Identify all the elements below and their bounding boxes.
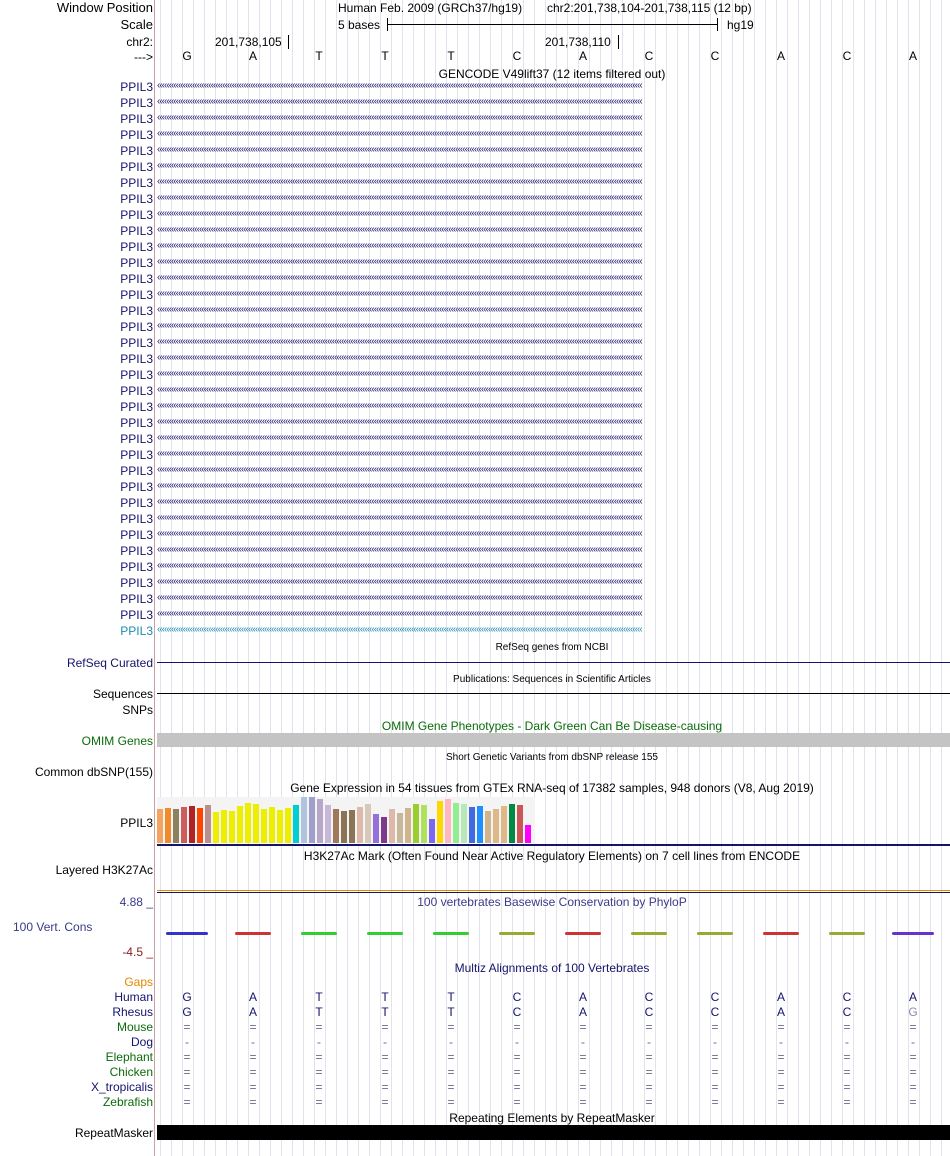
refseq-gene-line[interactable] <box>157 662 950 663</box>
h3k27ac-track-title: H3K27Ac Mark (Often Found Near Active Regulatory Elements) on 7 cell lines from ENCODE <box>303 849 801 863</box>
gtex-bar[interactable] <box>501 806 507 843</box>
gencode-transcript-label[interactable]: PPIL3 <box>120 416 153 430</box>
alignment-base: = <box>777 1020 785 1034</box>
label-divider <box>154 0 155 1156</box>
gtex-bar[interactable] <box>277 810 283 843</box>
base-letter: G <box>182 49 192 63</box>
gencode-transcript-arrows[interactable]: ‹‹‹‹‹‹‹‹‹‹‹‹‹‹‹‹‹‹‹‹‹‹‹‹‹‹‹‹‹‹‹‹‹‹‹‹‹‹‹‹‹‹‹‹‹‹‹‹‹‹‹‹‹‹‹‹‹‹‹‹‹‹‹‹‹‹‹‹‹‹‹‹‹‹‹‹‹‹‹‹‹‹‹‹‹‹‹‹‹‹‹‹‹‹‹‹‹‹‹‹‹‹‹‹‹‹‹‹‹‹‹‹‹‹‹‹‹‹‹‹‹‹‹‹‹‹‹‹‹‹‹‹‹‹‹‹‹‹‹‹‹‹‹‹‹‹‹‹‹‹‹‹‹‹‹‹‹‹‹‹‹‹‹‹‹‹‹‹‹‹‹‹‹‹‹‹‹‹‹‹‹‹‹‹‹‹‹‹‹‹‹‹‹‹‹‹‹‹‹‹‹‹‹‹‹‹‹‹ <box>157 416 642 427</box>
gencode-transcript-label[interactable]: PPIL3 <box>120 608 153 622</box>
phylop-score-mark <box>631 932 667 935</box>
alignment-base: G <box>182 1005 192 1019</box>
phylop-score-mark <box>697 932 733 935</box>
gencode-transcript-arrows[interactable]: ‹‹‹‹‹‹‹‹‹‹‹‹‹‹‹‹‹‹‹‹‹‹‹‹‹‹‹‹‹‹‹‹‹‹‹‹‹‹‹‹‹‹‹‹‹‹‹‹‹‹‹‹‹‹‹‹‹‹‹‹‹‹‹‹‹‹‹‹‹‹‹‹‹‹‹‹‹‹‹‹‹‹‹‹‹‹‹‹‹‹‹‹‹‹‹‹‹‹‹‹‹‹‹‹‹‹‹‹‹‹‹‹‹‹‹‹‹‹‹‹‹‹‹‹‹‹‹‹‹‹‹‹‹‹‹‹‹‹‹‹‹‹‹‹‹‹‹‹‹‹‹‹‹‹‹‹‹‹‹‹‹‹‹‹‹‹‹‹‹‹‹‹‹‹‹‹‹‹‹‹‹‹‹‹‹‹‹‹‹‹‹‹‹‹‹‹‹‹‹‹‹‹‹‹‹‹‹‹ <box>157 192 642 203</box>
gtex-bar[interactable] <box>413 804 419 843</box>
gencode-transcript-label[interactable]: PPIL3 <box>120 272 153 286</box>
alignment-base: = <box>249 1065 257 1079</box>
alignment-base: = <box>711 1020 719 1034</box>
scale-bar <box>387 24 717 25</box>
alignment-base: = <box>579 1020 587 1034</box>
gtex-bar[interactable] <box>389 809 395 843</box>
phylop-score-mark <box>829 932 865 935</box>
gencode-transcript-arrows[interactable]: ‹‹‹‹‹‹‹‹‹‹‹‹‹‹‹‹‹‹‹‹‹‹‹‹‹‹‹‹‹‹‹‹‹‹‹‹‹‹‹‹‹‹‹‹‹‹‹‹‹‹‹‹‹‹‹‹‹‹‹‹‹‹‹‹‹‹‹‹‹‹‹‹‹‹‹‹‹‹‹‹‹‹‹‹‹‹‹‹‹‹‹‹‹‹‹‹‹‹‹‹‹‹‹‹‹‹‹‹‹‹‹‹‹‹‹‹‹‹‹‹‹‹‹‹‹‹‹‹‹‹‹‹‹‹‹‹‹‹‹‹‹‹‹‹‹‹‹‹‹‹‹‹‹‹‹‹‹‹‹‹‹‹‹‹‹‹‹‹‹‹‹‹‹‹‹‹‹‹‹‹‹‹‹‹‹‹‹‹‹‹‹‹‹‹‹‹‹‹‹‹‹‹‹‹‹‹‹‹ <box>157 208 642 219</box>
base-letter: C <box>842 49 852 63</box>
species-label[interactable]: Chicken <box>109 1065 153 1079</box>
dbsnp-track-title: Short Genetic Variants from dbSNP release 155 <box>446 752 658 763</box>
alignment-base: = <box>183 1095 191 1109</box>
gencode-transcript-label[interactable]: PPIL3 <box>120 576 153 590</box>
gtex-bar[interactable] <box>525 825 531 843</box>
alignment-base: = <box>777 1080 785 1094</box>
alignment-base: = <box>315 1095 323 1109</box>
gencode-track-title: GENCODE V49lift37 (12 items filtered out) <box>438 67 666 81</box>
base-letter: A <box>908 49 918 63</box>
gtex-bar[interactable] <box>365 804 371 843</box>
gtex-bar[interactable] <box>301 797 307 843</box>
gencode-transcript-label[interactable]: PPIL3 <box>120 304 153 318</box>
gencode-transcript-arrows[interactable]: ‹‹‹‹‹‹‹‹‹‹‹‹‹‹‹‹‹‹‹‹‹‹‹‹‹‹‹‹‹‹‹‹‹‹‹‹‹‹‹‹‹‹‹‹‹‹‹‹‹‹‹‹‹‹‹‹‹‹‹‹‹‹‹‹‹‹‹‹‹‹‹‹‹‹‹‹‹‹‹‹‹‹‹‹‹‹‹‹‹‹‹‹‹‹‹‹‹‹‹‹‹‹‹‹‹‹‹‹‹‹‹‹‹‹‹‹‹‹‹‹‹‹‹‹‹‹‹‹‹‹‹‹‹‹‹‹‹‹‹‹‹‹‹‹‹‹‹‹‹‹‹‹‹‹‹‹‹‹‹‹‹‹‹‹‹‹‹‹‹‹‹‹‹‹‹‹‹‹‹‹‹‹‹‹‹‹‹‹‹‹‹‹‹‹‹‹‹‹‹‹‹‹‹‹‹‹‹‹ <box>157 320 642 331</box>
gencode-transcript-label[interactable]: PPIL3 <box>120 368 153 382</box>
alignment-base: = <box>843 1095 851 1109</box>
gencode-transcript-arrows[interactable]: ‹‹‹‹‹‹‹‹‹‹‹‹‹‹‹‹‹‹‹‹‹‹‹‹‹‹‹‹‹‹‹‹‹‹‹‹‹‹‹‹‹‹‹‹‹‹‹‹‹‹‹‹‹‹‹‹‹‹‹‹‹‹‹‹‹‹‹‹‹‹‹‹‹‹‹‹‹‹‹‹‹‹‹‹‹‹‹‹‹‹‹‹‹‹‹‹‹‹‹‹‹‹‹‹‹‹‹‹‹‹‹‹‹‹‹‹‹‹‹‹‹‹‹‹‹‹‹‹‹‹‹‹‹‹‹‹‹‹‹‹‹‹‹‹‹‹‹‹‹‹‹‹‹‹‹‹‹‹‹‹‹‹‹‹‹‹‹‹‹‹‹‹‹‹‹‹‹‹‹‹‹‹‹‹‹‹‹‹‹‹‹‹‹‹‹‹‹‹‹‹‹‹‹‹‹‹‹‹ <box>157 128 642 139</box>
alignment-base: = <box>447 1095 455 1109</box>
gtex-bar[interactable] <box>325 805 331 843</box>
gtex-bar[interactable] <box>245 803 251 843</box>
alignment-base: = <box>249 1095 257 1109</box>
alignment-base: - <box>383 1035 387 1049</box>
alignment-base: - <box>845 1035 849 1049</box>
repeatmasker-track-title: Repeating Elements by RepeatMasker <box>449 1111 655 1125</box>
gencode-transcript-arrows[interactable]: ‹‹‹‹‹‹‹‹‹‹‹‹‹‹‹‹‹‹‹‹‹‹‹‹‹‹‹‹‹‹‹‹‹‹‹‹‹‹‹‹‹‹‹‹‹‹‹‹‹‹‹‹‹‹‹‹‹‹‹‹‹‹‹‹‹‹‹‹‹‹‹‹‹‹‹‹‹‹‹‹‹‹‹‹‹‹‹‹‹‹‹‹‹‹‹‹‹‹‹‹‹‹‹‹‹‹‹‹‹‹‹‹‹‹‹‹‹‹‹‹‹‹‹‹‹‹‹‹‹‹‹‹‹‹‹‹‹‹‹‹‹‹‹‹‹‹‹‹‹‹‹‹‹‹‹‹‹‹‹‹‹‹‹‹‹‹‹‹‹‹‹‹‹‹‹‹‹‹‹‹‹‹‹‹‹‹‹‹‹‹‹‹‹‹‹‹‹‹‹‹‹‹‹‹‹‹‹‹ <box>157 256 642 267</box>
gencode-transcript-arrows[interactable]: ‹‹‹‹‹‹‹‹‹‹‹‹‹‹‹‹‹‹‹‹‹‹‹‹‹‹‹‹‹‹‹‹‹‹‹‹‹‹‹‹‹‹‹‹‹‹‹‹‹‹‹‹‹‹‹‹‹‹‹‹‹‹‹‹‹‹‹‹‹‹‹‹‹‹‹‹‹‹‹‹‹‹‹‹‹‹‹‹‹‹‹‹‹‹‹‹‹‹‹‹‹‹‹‹‹‹‹‹‹‹‹‹‹‹‹‹‹‹‹‹‹‹‹‹‹‹‹‹‹‹‹‹‹‹‹‹‹‹‹‹‹‹‹‹‹‹‹‹‹‹‹‹‹‹‹‹‹‹‹‹‹‹‹‹‹‹‹‹‹‹‹‹‹‹‹‹‹‹‹‹‹‹‹‹‹‹‹‹‹‹‹‹‹‹‹‹‹‹‹‹‹‹‹‹‹‹‹‹ <box>157 96 642 107</box>
alignment-base: = <box>183 1020 191 1034</box>
alignment-base: A <box>908 990 918 1004</box>
gtex-bar[interactable] <box>461 804 467 843</box>
gencode-transcript-label[interactable]: PPIL3 <box>120 352 153 366</box>
alignment-base: = <box>183 1050 191 1064</box>
gencode-transcript-arrows[interactable]: ‹‹‹‹‹‹‹‹‹‹‹‹‹‹‹‹‹‹‹‹‹‹‹‹‹‹‹‹‹‹‹‹‹‹‹‹‹‹‹‹‹‹‹‹‹‹‹‹‹‹‹‹‹‹‹‹‹‹‹‹‹‹‹‹‹‹‹‹‹‹‹‹‹‹‹‹‹‹‹‹‹‹‹‹‹‹‹‹‹‹‹‹‹‹‹‹‹‹‹‹‹‹‹‹‹‹‹‹‹‹‹‹‹‹‹‹‹‹‹‹‹‹‹‹‹‹‹‹‹‹‹‹‹‹‹‹‹‹‹‹‹‹‹‹‹‹‹‹‹‹‹‹‹‹‹‹‹‹‹‹‹‹‹‹‹‹‹‹‹‹‹‹‹‹‹‹‹‹‹‹‹‹‹‹‹‹‹‹‹‹‹‹‹‹‹‹‹‹‹‹‹‹‹‹‹‹‹‹ <box>157 384 642 395</box>
alignment-base: C <box>842 1005 852 1019</box>
gtex-bar[interactable] <box>333 809 339 843</box>
gtex-bar[interactable] <box>253 804 259 843</box>
alignment-base: = <box>447 1050 455 1064</box>
gencode-transcript-label[interactable]: PPIL3 <box>120 448 153 462</box>
gtex-bar[interactable] <box>157 809 163 843</box>
alignment-base: - <box>515 1035 519 1049</box>
base-letter: T <box>447 49 455 63</box>
alignment-base: = <box>579 1095 587 1109</box>
gencode-transcript-label[interactable]: PPIL3 <box>120 480 153 494</box>
alignment-base: = <box>645 1065 653 1079</box>
gtex-bar[interactable] <box>269 807 275 843</box>
phylop-score-mark <box>433 932 469 935</box>
gtex-bar[interactable] <box>485 811 491 843</box>
assembly-name: Human Feb. 2009 (GRCh37/hg19) <box>338 1 523 15</box>
alignment-base: = <box>183 1065 191 1079</box>
alignment-base: = <box>183 1080 191 1094</box>
h3k27ac-signal-line <box>157 890 950 891</box>
alignment-base: T <box>315 1005 323 1019</box>
gtex-bar[interactable] <box>237 806 243 843</box>
gencode-transcript-arrows[interactable]: ‹‹‹‹‹‹‹‹‹‹‹‹‹‹‹‹‹‹‹‹‹‹‹‹‹‹‹‹‹‹‹‹‹‹‹‹‹‹‹‹‹‹‹‹‹‹‹‹‹‹‹‹‹‹‹‹‹‹‹‹‹‹‹‹‹‹‹‹‹‹‹‹‹‹‹‹‹‹‹‹‹‹‹‹‹‹‹‹‹‹‹‹‹‹‹‹‹‹‹‹‹‹‹‹‹‹‹‹‹‹‹‹‹‹‹‹‹‹‹‹‹‹‹‹‹‹‹‹‹‹‹‹‹‹‹‹‹‹‹‹‹‹‹‹‹‹‹‹‹‹‹‹‹‹‹‹‹‹‹‹‹‹‹‹‹‹‹‹‹‹‹‹‹‹‹‹‹‹‹‹‹‹‹‹‹‹‹‹‹‹‹‹‹‹‹‹‹‹‹‹‹‹‹‹‹‹‹‹ <box>157 544 642 555</box>
gencode-transcript-arrows[interactable]: ‹‹‹‹‹‹‹‹‹‹‹‹‹‹‹‹‹‹‹‹‹‹‹‹‹‹‹‹‹‹‹‹‹‹‹‹‹‹‹‹‹‹‹‹‹‹‹‹‹‹‹‹‹‹‹‹‹‹‹‹‹‹‹‹‹‹‹‹‹‹‹‹‹‹‹‹‹‹‹‹‹‹‹‹‹‹‹‹‹‹‹‹‹‹‹‹‹‹‹‹‹‹‹‹‹‹‹‹‹‹‹‹‹‹‹‹‹‹‹‹‹‹‹‹‹‹‹‹‹‹‹‹‹‹‹‹‹‹‹‹‹‹‹‹‹‹‹‹‹‹‹‹‹‹‹‹‹‹‹‹‹‹‹‹‹‹‹‹‹‹‹‹‹‹‹‹‹‹‹‹‹‹‹‹‹‹‹‹‹‹‹‹‹‹‹‹‹‹‹‹‹‹‹‹‹‹‹‹ <box>157 528 642 539</box>
alignment-base: T <box>447 1005 455 1019</box>
gtex-bar[interactable] <box>357 807 363 843</box>
gencode-transcript-arrows[interactable]: ‹‹‹‹‹‹‹‹‹‹‹‹‹‹‹‹‹‹‹‹‹‹‹‹‹‹‹‹‹‹‹‹‹‹‹‹‹‹‹‹‹‹‹‹‹‹‹‹‹‹‹‹‹‹‹‹‹‹‹‹‹‹‹‹‹‹‹‹‹‹‹‹‹‹‹‹‹‹‹‹‹‹‹‹‹‹‹‹‹‹‹‹‹‹‹‹‹‹‹‹‹‹‹‹‹‹‹‹‹‹‹‹‹‹‹‹‹‹‹‹‹‹‹‹‹‹‹‹‹‹‹‹‹‹‹‹‹‹‹‹‹‹‹‹‹‹‹‹‹‹‹‹‹‹‹‹‹‹‹‹‹‹‹‹‹‹‹‹‹‹‹‹‹‹‹‹‹‹‹‹‹‹‹‹‹‹‹‹‹‹‹‹‹‹‹‹‹‹‹‹‹‹‹‹‹‹‹‹ <box>157 112 642 123</box>
alignment-base: = <box>645 1095 653 1109</box>
phylop-score-mark <box>565 932 601 935</box>
species-label[interactable]: Zebrafish <box>102 1095 153 1109</box>
refseq-track-label[interactable]: RefSeq Curated <box>66 656 153 670</box>
gencode-transcript-arrows[interactable]: ‹‹‹‹‹‹‹‹‹‹‹‹‹‹‹‹‹‹‹‹‹‹‹‹‹‹‹‹‹‹‹‹‹‹‹‹‹‹‹‹‹‹‹‹‹‹‹‹‹‹‹‹‹‹‹‹‹‹‹‹‹‹‹‹‹‹‹‹‹‹‹‹‹‹‹‹‹‹‹‹‹‹‹‹‹‹‹‹‹‹‹‹‹‹‹‹‹‹‹‹‹‹‹‹‹‹‹‹‹‹‹‹‹‹‹‹‹‹‹‹‹‹‹‹‹‹‹‹‹‹‹‹‹‹‹‹‹‹‹‹‹‹‹‹‹‹‹‹‹‹‹‹‹‹‹‹‹‹‹‹‹‹‹‹‹‹‹‹‹‹‹‹‹‹‹‹‹‹‹‹‹‹‹‹‹‹‹‹‹‹‹‹‹‹‹‹‹‹‹‹‹‹‹‹‹‹‹‹ <box>157 608 642 619</box>
phylop-score-mark <box>892 932 934 935</box>
alignment-base: G <box>182 990 192 1004</box>
h3k27ac-track-label[interactable]: Layered H3K27Ac <box>55 863 153 877</box>
pubs-track-title: Publications: Sequences in Scientific Articles <box>453 674 651 685</box>
coord-tick-1 <box>288 35 289 49</box>
alignment-base: = <box>513 1020 521 1034</box>
alignment-base: = <box>513 1080 521 1094</box>
alignment-base: = <box>381 1095 389 1109</box>
alignment-base: - <box>317 1035 321 1049</box>
alignment-base: A <box>776 1005 786 1019</box>
base-letter: C <box>710 49 720 63</box>
base-letter: A <box>578 49 588 63</box>
alignment-base: = <box>315 1020 323 1034</box>
alignment-base: A <box>578 1005 588 1019</box>
gencode-transcript-arrows[interactable]: ‹‹‹‹‹‹‹‹‹‹‹‹‹‹‹‹‹‹‹‹‹‹‹‹‹‹‹‹‹‹‹‹‹‹‹‹‹‹‹‹‹‹‹‹‹‹‹‹‹‹‹‹‹‹‹‹‹‹‹‹‹‹‹‹‹‹‹‹‹‹‹‹‹‹‹‹‹‹‹‹‹‹‹‹‹‹‹‹‹‹‹‹‹‹‹‹‹‹‹‹‹‹‹‹‹‹‹‹‹‹‹‹‹‹‹‹‹‹‹‹‹‹‹‹‹‹‹‹‹‹‹‹‹‹‹‹‹‹‹‹‹‹‹‹‹‹‹‹‹‹‹‹‹‹‹‹‹‹‹‹‹‹‹‹‹‹‹‹‹‹‹‹‹‹‹‹‹‹‹‹‹‹‹‹‹‹‹‹‹‹‹‹‹‹‹‹‹‹‹‹‹‹‹‹‹‹‹‹ <box>157 240 642 251</box>
phylop-track-label[interactable]: 100 Vert. Cons <box>13 920 93 934</box>
gencode-transcript-label[interactable]: PPIL3 <box>120 192 153 206</box>
alignment-base: = <box>909 1020 917 1034</box>
gtex-bar[interactable] <box>437 801 443 843</box>
alignment-base: = <box>249 1050 257 1064</box>
alignment-base: = <box>513 1050 521 1064</box>
gencode-transcript-label[interactable]: PPIL3 <box>120 592 153 606</box>
alignment-base: - <box>185 1035 189 1049</box>
gtex-track-title: Gene Expression in 54 tissues from GTEx RNA-seq of 17382 samples, 948 donors (V8, Aug 2019) <box>290 781 814 795</box>
alignment-base: = <box>843 1020 851 1034</box>
alignment-base: = <box>381 1020 389 1034</box>
alignment-base: T <box>315 990 323 1004</box>
gencode-transcript-label[interactable]: PPIL3 <box>120 144 153 158</box>
omim-track-label[interactable]: OMIM Genes <box>81 734 153 748</box>
alignment-base: = <box>645 1080 653 1094</box>
sequences-track-label[interactable]: Sequences <box>92 687 153 701</box>
alignment-base: = <box>711 1065 719 1079</box>
gencode-transcript-arrows[interactable]: ‹‹‹‹‹‹‹‹‹‹‹‹‹‹‹‹‹‹‹‹‹‹‹‹‹‹‹‹‹‹‹‹‹‹‹‹‹‹‹‹‹‹‹‹‹‹‹‹‹‹‹‹‹‹‹‹‹‹‹‹‹‹‹‹‹‹‹‹‹‹‹‹‹‹‹‹‹‹‹‹‹‹‹‹‹‹‹‹‹‹‹‹‹‹‹‹‹‹‹‹‹‹‹‹‹‹‹‹‹‹‹‹‹‹‹‹‹‹‹‹‹‹‹‹‹‹‹‹‹‹‹‹‹‹‹‹‹‹‹‹‹‹‹‹‹‹‹‹‹‹‹‹‹‹‹‹‹‹‹‹‹‹‹‹‹‹‹‹‹‹‹‹‹‹‹‹‹‹‹‹‹‹‹‹‹‹‹‹‹‹‹‹‹‹‹‹‹‹‹‹‹‹‹‹‹‹‹‹ <box>157 80 642 91</box>
gencode-transcript-arrows[interactable]: ‹‹‹‹‹‹‹‹‹‹‹‹‹‹‹‹‹‹‹‹‹‹‹‹‹‹‹‹‹‹‹‹‹‹‹‹‹‹‹‹‹‹‹‹‹‹‹‹‹‹‹‹‹‹‹‹‹‹‹‹‹‹‹‹‹‹‹‹‹‹‹‹‹‹‹‹‹‹‹‹‹‹‹‹‹‹‹‹‹‹‹‹‹‹‹‹‹‹‹‹‹‹‹‹‹‹‹‹‹‹‹‹‹‹‹‹‹‹‹‹‹‹‹‹‹‹‹‹‹‹‹‹‹‹‹‹‹‹‹‹‹‹‹‹‹‹‹‹‹‹‹‹‹‹‹‹‹‹‹‹‹‹‹‹‹‹‹‹‹‹‹‹‹‹‹‹‹‹‹‹‹‹‹‹‹‹‹‹‹‹‹‹‹‹‹‹‹‹‹‹‹‹‹‹‹‹‹‹ <box>157 448 642 459</box>
base-letter: T <box>381 49 389 63</box>
alignment-base: = <box>777 1095 785 1109</box>
snps-track-label[interactable]: SNPs <box>122 703 153 717</box>
species-label[interactable]: Rhesus <box>112 1005 153 1019</box>
alignment-base: = <box>777 1050 785 1064</box>
alignment-base: - <box>251 1035 255 1049</box>
gtex-bar[interactable] <box>213 812 219 843</box>
gtex-bar[interactable] <box>285 808 291 843</box>
gencode-transcript-label[interactable]: PPIL3 <box>120 624 153 638</box>
alignment-base: - <box>911 1035 915 1049</box>
alignment-base: = <box>513 1065 521 1079</box>
alignment-base: A <box>248 990 258 1004</box>
gencode-transcript-arrows[interactable]: ‹‹‹‹‹‹‹‹‹‹‹‹‹‹‹‹‹‹‹‹‹‹‹‹‹‹‹‹‹‹‹‹‹‹‹‹‹‹‹‹‹‹‹‹‹‹‹‹‹‹‹‹‹‹‹‹‹‹‹‹‹‹‹‹‹‹‹‹‹‹‹‹‹‹‹‹‹‹‹‹‹‹‹‹‹‹‹‹‹‹‹‹‹‹‹‹‹‹‹‹‹‹‹‹‹‹‹‹‹‹‹‹‹‹‹‹‹‹‹‹‹‹‹‹‹‹‹‹‹‹‹‹‹‹‹‹‹‹‹‹‹‹‹‹‹‹‹‹‹‹‹‹‹‹‹‹‹‹‹‹‹‹‹‹‹‹‹‹‹‹‹‹‹‹‹‹‹‹‹‹‹‹‹‹‹‹‹‹‹‹‹‹‹‹‹‹‹‹‹‹‹‹‹‹‹‹‹‹ <box>157 368 642 379</box>
h3k27ac-baseline <box>157 892 950 893</box>
alignment-base: = <box>579 1050 587 1064</box>
gtex-bar[interactable] <box>453 803 459 843</box>
alignment-base: = <box>645 1020 653 1034</box>
gencode-transcript-label[interactable]: PPIL3 <box>120 288 153 302</box>
gtex-bar[interactable] <box>165 808 171 843</box>
gencode-transcript-label[interactable]: PPIL3 <box>120 384 153 398</box>
coord-tick-2 <box>618 35 619 49</box>
alignment-base: - <box>779 1035 783 1049</box>
alignment-base: = <box>777 1065 785 1079</box>
phylop-score-mark <box>763 932 799 935</box>
repeatmasker-block[interactable] <box>157 1125 950 1140</box>
gtex-bar[interactable] <box>429 819 435 843</box>
gencode-transcript-arrows[interactable]: ‹‹‹‹‹‹‹‹‹‹‹‹‹‹‹‹‹‹‹‹‹‹‹‹‹‹‹‹‹‹‹‹‹‹‹‹‹‹‹‹‹‹‹‹‹‹‹‹‹‹‹‹‹‹‹‹‹‹‹‹‹‹‹‹‹‹‹‹‹‹‹‹‹‹‹‹‹‹‹‹‹‹‹‹‹‹‹‹‹‹‹‹‹‹‹‹‹‹‹‹‹‹‹‹‹‹‹‹‹‹‹‹‹‹‹‹‹‹‹‹‹‹‹‹‹‹‹‹‹‹‹‹‹‹‹‹‹‹‹‹‹‹‹‹‹‹‹‹‹‹‹‹‹‹‹‹‹‹‹‹‹‹‹‹‹‹‹‹‹‹‹‹‹‹‹‹‹‹‹‹‹‹‹‹‹‹‹‹‹‹‹‹‹‹‹‹‹‹‹‹‹‹‹‹‹‹‹‹ <box>157 288 642 299</box>
gencode-transcript-arrows[interactable]: ‹‹‹‹‹‹‹‹‹‹‹‹‹‹‹‹‹‹‹‹‹‹‹‹‹‹‹‹‹‹‹‹‹‹‹‹‹‹‹‹‹‹‹‹‹‹‹‹‹‹‹‹‹‹‹‹‹‹‹‹‹‹‹‹‹‹‹‹‹‹‹‹‹‹‹‹‹‹‹‹‹‹‹‹‹‹‹‹‹‹‹‹‹‹‹‹‹‹‹‹‹‹‹‹‹‹‹‹‹‹‹‹‹‹‹‹‹‹‹‹‹‹‹‹‹‹‹‹‹‹‹‹‹‹‹‹‹‹‹‹‹‹‹‹‹‹‹‹‹‹‹‹‹‹‹‹‹‹‹‹‹‹‹‹‹‹‹‹‹‹‹‹‹‹‹‹‹‹‹‹‹‹‹‹‹‹‹‹‹‹‹‹‹‹‹‹‹‹‹‹‹‹‹‹‹‹‹‹ <box>157 592 642 603</box>
omim-gene-block[interactable] <box>157 733 950 747</box>
alignment-base: = <box>315 1050 323 1064</box>
gencode-transcript-label[interactable]: PPIL3 <box>120 400 153 414</box>
alignment-base: = <box>909 1095 917 1109</box>
gtex-baseline <box>157 844 950 846</box>
alignment-base: C <box>710 990 720 1004</box>
gtex-bar[interactable] <box>405 808 411 843</box>
alignment-base: G <box>908 1005 918 1019</box>
gtex-bar[interactable] <box>341 811 347 843</box>
alignment-base: = <box>249 1080 257 1094</box>
alignment-base: = <box>645 1050 653 1064</box>
gtex-bar[interactable] <box>181 807 187 843</box>
gencode-transcript-label[interactable]: PPIL3 <box>120 224 153 238</box>
alignment-base: C <box>644 990 654 1004</box>
alignment-base: C <box>842 990 852 1004</box>
base-letter: A <box>248 49 258 63</box>
gencode-transcript-label[interactable]: PPIL3 <box>120 544 153 558</box>
phylop-score-mark <box>166 932 208 935</box>
gtex-bar[interactable] <box>477 806 483 843</box>
scale-bar-left-tick <box>387 18 388 31</box>
gtex-bar[interactable] <box>517 805 523 843</box>
refseq-track-title: RefSeq genes from NCBI <box>495 642 609 653</box>
phylop-score-mark <box>499 932 535 935</box>
alignment-base: - <box>713 1035 717 1049</box>
scale-bar-right-tick <box>717 18 718 31</box>
scale-text: 5 bases <box>338 18 381 32</box>
omim-track-title: OMIM Gene Phenotypes - Dark Green Can Be Disease-causing <box>381 719 723 733</box>
alignment-base: = <box>315 1080 323 1094</box>
alignment-base: = <box>315 1065 323 1079</box>
phylop-max-label: 4.88 _ <box>119 895 153 909</box>
alignment-base: = <box>909 1050 917 1064</box>
gencode-transcript-arrows[interactable]: ‹‹‹‹‹‹‹‹‹‹‹‹‹‹‹‹‹‹‹‹‹‹‹‹‹‹‹‹‹‹‹‹‹‹‹‹‹‹‹‹‹‹‹‹‹‹‹‹‹‹‹‹‹‹‹‹‹‹‹‹‹‹‹‹‹‹‹‹‹‹‹‹‹‹‹‹‹‹‹‹‹‹‹‹‹‹‹‹‹‹‹‹‹‹‹‹‹‹‹‹‹‹‹‹‹‹‹‹‹‹‹‹‹‹‹‹‹‹‹‹‹‹‹‹‹‹‹‹‹‹‹‹‹‹‹‹‹‹‹‹‹‹‹‹‹‹‹‹‹‹‹‹‹‹‹‹‹‹‹‹‹‹‹‹‹‹‹‹‹‹‹‹‹‹‹‹‹‹‹‹‹‹‹‹‹‹‹‹‹‹‹‹‹‹‹‹‹‹‹‹‹‹‹‹‹‹‹‹ <box>157 480 642 491</box>
gencode-transcript-label[interactable]: PPIL3 <box>120 176 153 190</box>
gencode-transcript-arrows[interactable]: ‹‹‹‹‹‹‹‹‹‹‹‹‹‹‹‹‹‹‹‹‹‹‹‹‹‹‹‹‹‹‹‹‹‹‹‹‹‹‹‹‹‹‹‹‹‹‹‹‹‹‹‹‹‹‹‹‹‹‹‹‹‹‹‹‹‹‹‹‹‹‹‹‹‹‹‹‹‹‹‹‹‹‹‹‹‹‹‹‹‹‹‹‹‹‹‹‹‹‹‹‹‹‹‹‹‹‹‹‹‹‹‹‹‹‹‹‹‹‹‹‹‹‹‹‹‹‹‹‹‹‹‹‹‹‹‹‹‹‹‹‹‹‹‹‹‹‹‹‹‹‹‹‹‹‹‹‹‹‹‹‹‹‹‹‹‹‹‹‹‹‹‹‹‹‹‹‹‹‹‹‹‹‹‹‹‹‹‹‹‹‹‹‹‹‹‹‹‹‹‹‹‹‹‹‹‹‹‹ <box>157 400 642 411</box>
window-position: chr2:201,738,104-201,738,115 (12 bp) <box>547 1 752 15</box>
gencode-transcript-arrows[interactable]: ‹‹‹‹‹‹‹‹‹‹‹‹‹‹‹‹‹‹‹‹‹‹‹‹‹‹‹‹‹‹‹‹‹‹‹‹‹‹‹‹‹‹‹‹‹‹‹‹‹‹‹‹‹‹‹‹‹‹‹‹‹‹‹‹‹‹‹‹‹‹‹‹‹‹‹‹‹‹‹‹‹‹‹‹‹‹‹‹‹‹‹‹‹‹‹‹‹‹‹‹‹‹‹‹‹‹‹‹‹‹‹‹‹‹‹‹‹‹‹‹‹‹‹‹‹‹‹‹‹‹‹‹‹‹‹‹‹‹‹‹‹‹‹‹‹‹‹‹‹‹‹‹‹‹‹‹‹‹‹‹‹‹‹‹‹‹‹‹‹‹‹‹‹‹‹‹‹‹‹‹‹‹‹‹‹‹‹‹‹‹‹‹‹‹‹‹‹‹‹‹‹‹‹‹‹‹‹‹ <box>157 560 642 571</box>
alignment-base: = <box>381 1065 389 1079</box>
base-letter: C <box>512 49 522 63</box>
alignment-base: = <box>249 1020 257 1034</box>
window-position-label: Window Position <box>56 0 153 15</box>
phylop-score-mark <box>367 932 403 935</box>
gencode-transcript-arrows[interactable]: ‹‹‹‹‹‹‹‹‹‹‹‹‹‹‹‹‹‹‹‹‹‹‹‹‹‹‹‹‹‹‹‹‹‹‹‹‹‹‹‹‹‹‹‹‹‹‹‹‹‹‹‹‹‹‹‹‹‹‹‹‹‹‹‹‹‹‹‹‹‹‹‹‹‹‹‹‹‹‹‹‹‹‹‹‹‹‹‹‹‹‹‹‹‹‹‹‹‹‹‹‹‹‹‹‹‹‹‹‹‹‹‹‹‹‹‹‹‹‹‹‹‹‹‹‹‹‹‹‹‹‹‹‹‹‹‹‹‹‹‹‹‹‹‹‹‹‹‹‹‹‹‹‹‹‹‹‹‹‹‹‹‹‹‹‹‹‹‹‹‹‹‹‹‹‹‹‹‹‹‹‹‹‹‹‹‹‹‹‹‹‹‹‹‹‹‹‹‹‹‹‹‹‹‹‹‹‹‹ <box>157 496 642 507</box>
gencode-transcript-label[interactable]: PPIL3 <box>120 320 153 334</box>
gencode-transcript-arrows[interactable]: ‹‹‹‹‹‹‹‹‹‹‹‹‹‹‹‹‹‹‹‹‹‹‹‹‹‹‹‹‹‹‹‹‹‹‹‹‹‹‹‹‹‹‹‹‹‹‹‹‹‹‹‹‹‹‹‹‹‹‹‹‹‹‹‹‹‹‹‹‹‹‹‹‹‹‹‹‹‹‹‹‹‹‹‹‹‹‹‹‹‹‹‹‹‹‹‹‹‹‹‹‹‹‹‹‹‹‹‹‹‹‹‹‹‹‹‹‹‹‹‹‹‹‹‹‹‹‹‹‹‹‹‹‹‹‹‹‹‹‹‹‹‹‹‹‹‹‹‹‹‹‹‹‹‹‹‹‹‹‹‹‹‹‹‹‹‹‹‹‹‹‹‹‹‹‹‹‹‹‹‹‹‹‹‹‹‹‹‹‹‹‹‹‹‹‹‹‹‹‹‹‹‹‹‹‹‹‹‹ <box>157 464 642 475</box>
gencode-transcript-label[interactable]: PPIL3 <box>120 464 153 478</box>
gtex-bar[interactable] <box>189 806 195 843</box>
alignment-base: C <box>512 990 522 1004</box>
gtex-bar[interactable] <box>221 810 227 843</box>
alignment-base: A <box>578 990 588 1004</box>
base-letter: C <box>644 49 654 63</box>
gencode-transcript-label[interactable]: PPIL3 <box>120 512 153 526</box>
gencode-transcript-arrows[interactable]: ‹‹‹‹‹‹‹‹‹‹‹‹‹‹‹‹‹‹‹‹‹‹‹‹‹‹‹‹‹‹‹‹‹‹‹‹‹‹‹‹‹‹‹‹‹‹‹‹‹‹‹‹‹‹‹‹‹‹‹‹‹‹‹‹‹‹‹‹‹‹‹‹‹‹‹‹‹‹‹‹‹‹‹‹‹‹‹‹‹‹‹‹‹‹‹‹‹‹‹‹‹‹‹‹‹‹‹‹‹‹‹‹‹‹‹‹‹‹‹‹‹‹‹‹‹‹‹‹‹‹‹‹‹‹‹‹‹‹‹‹‹‹‹‹‹‹‹‹‹‹‹‹‹‹‹‹‹‹‹‹‹‹‹‹‹‹‹‹‹‹‹‹‹‹‹‹‹‹‹‹‹‹‹‹‹‹‹‹‹‹‹‹‹‹‹‹‹‹‹‹‹‹‹‹‹‹‹‹ <box>157 160 642 171</box>
species-label[interactable]: X_tropicalis <box>90 1080 153 1094</box>
phylop-score-mark <box>301 932 337 935</box>
gtex-bar[interactable] <box>373 814 379 843</box>
base-letter: A <box>776 49 786 63</box>
sequences-line[interactable] <box>157 693 950 694</box>
alignment-base: = <box>447 1020 455 1034</box>
gencode-transcript-label[interactable]: PPIL3 <box>120 528 153 542</box>
scale-label: Scale <box>120 17 153 32</box>
gtex-bar[interactable] <box>493 809 499 843</box>
gtex-bar[interactable] <box>173 809 179 843</box>
species-label[interactable]: Dog <box>130 1035 153 1049</box>
alignment-base: = <box>513 1095 521 1109</box>
alignment-base: = <box>447 1065 455 1079</box>
phylop-min-label: -4.5 _ <box>122 945 153 959</box>
alignment-base: = <box>381 1080 389 1094</box>
alignment-base: C <box>512 1005 522 1019</box>
gencode-transcript-label[interactable]: PPIL3 <box>120 336 153 350</box>
gencode-transcript-label[interactable]: PPIL3 <box>120 560 153 574</box>
alignment-base: = <box>447 1080 455 1094</box>
alignment-base: = <box>579 1065 587 1079</box>
gencode-transcript-arrows[interactable]: ‹‹‹‹‹‹‹‹‹‹‹‹‹‹‹‹‹‹‹‹‹‹‹‹‹‹‹‹‹‹‹‹‹‹‹‹‹‹‹‹‹‹‹‹‹‹‹‹‹‹‹‹‹‹‹‹‹‹‹‹‹‹‹‹‹‹‹‹‹‹‹‹‹‹‹‹‹‹‹‹‹‹‹‹‹‹‹‹‹‹‹‹‹‹‹‹‹‹‹‹‹‹‹‹‹‹‹‹‹‹‹‹‹‹‹‹‹‹‹‹‹‹‹‹‹‹‹‹‹‹‹‹‹‹‹‹‹‹‹‹‹‹‹‹‹‹‹‹‹‹‹‹‹‹‹‹‹‹‹‹‹‹‹‹‹‹‹‹‹‹‹‹‹‹‹‹‹‹‹‹‹‹‹‹‹‹‹‹‹‹‹‹‹‹‹‹‹‹‹‹‹‹‹‹‹‹‹‹ <box>157 576 642 587</box>
alignment-base: - <box>647 1035 651 1049</box>
multiz-track-title: Multiz Alignments of 100 Vertebrates <box>454 961 650 975</box>
alignment-base: T <box>447 990 455 1004</box>
alignment-base: = <box>843 1065 851 1079</box>
alignment-base: = <box>843 1050 851 1064</box>
gencode-transcript-arrows[interactable]: ‹‹‹‹‹‹‹‹‹‹‹‹‹‹‹‹‹‹‹‹‹‹‹‹‹‹‹‹‹‹‹‹‹‹‹‹‹‹‹‹‹‹‹‹‹‹‹‹‹‹‹‹‹‹‹‹‹‹‹‹‹‹‹‹‹‹‹‹‹‹‹‹‹‹‹‹‹‹‹‹‹‹‹‹‹‹‹‹‹‹‹‹‹‹‹‹‹‹‹‹‹‹‹‹‹‹‹‹‹‹‹‹‹‹‹‹‹‹‹‹‹‹‹‹‹‹‹‹‹‹‹‹‹‹‹‹‹‹‹‹‹‹‹‹‹‹‹‹‹‹‹‹‹‹‹‹‹‹‹‹‹‹‹‹‹‹‹‹‹‹‹‹‹‹‹‹‹‹‹‹‹‹‹‹‹‹‹‹‹‹‹‹‹‹‹‹‹‹‹‹‹‹‹‹‹‹‹‹ <box>157 336 642 347</box>
gencode-transcript-label[interactable]: PPIL3 <box>120 80 153 94</box>
gtex-bar[interactable] <box>205 805 211 843</box>
gencode-transcript-label[interactable]: PPIL3 <box>120 256 153 270</box>
gtex-chart[interactable] <box>157 797 535 843</box>
chrom-label: chr2: <box>126 35 153 49</box>
species-label[interactable]: Human <box>114 990 153 1004</box>
species-label[interactable]: Mouse <box>116 1020 153 1034</box>
phylop-track-title: 100 vertebrates Basewise Conservation by PhyloP <box>417 895 687 909</box>
gencode-transcript-arrows[interactable]: ‹‹‹‹‹‹‹‹‹‹‹‹‹‹‹‹‹‹‹‹‹‹‹‹‹‹‹‹‹‹‹‹‹‹‹‹‹‹‹‹‹‹‹‹‹‹‹‹‹‹‹‹‹‹‹‹‹‹‹‹‹‹‹‹‹‹‹‹‹‹‹‹‹‹‹‹‹‹‹‹‹‹‹‹‹‹‹‹‹‹‹‹‹‹‹‹‹‹‹‹‹‹‹‹‹‹‹‹‹‹‹‹‹‹‹‹‹‹‹‹‹‹‹‹‹‹‹‹‹‹‹‹‹‹‹‹‹‹‹‹‹‹‹‹‹‹‹‹‹‹‹‹‹‹‹‹‹‹‹‹‹‹‹‹‹‹‹‹‹‹‹‹‹‹‹‹‹‹‹‹‹‹‹‹‹‹‹‹‹‹‹‹‹‹‹‹‹‹‹‹‹‹‹‹‹‹‹‹ <box>157 272 642 283</box>
gencode-transcript-arrows[interactable]: ‹‹‹‹‹‹‹‹‹‹‹‹‹‹‹‹‹‹‹‹‹‹‹‹‹‹‹‹‹‹‹‹‹‹‹‹‹‹‹‹‹‹‹‹‹‹‹‹‹‹‹‹‹‹‹‹‹‹‹‹‹‹‹‹‹‹‹‹‹‹‹‹‹‹‹‹‹‹‹‹‹‹‹‹‹‹‹‹‹‹‹‹‹‹‹‹‹‹‹‹‹‹‹‹‹‹‹‹‹‹‹‹‹‹‹‹‹‹‹‹‹‹‹‹‹‹‹‹‹‹‹‹‹‹‹‹‹‹‹‹‹‹‹‹‹‹‹‹‹‹‹‹‹‹‹‹‹‹‹‹‹‹‹‹‹‹‹‹‹‹‹‹‹‹‹‹‹‹‹‹‹‹‹‹‹‹‹‹‹‹‹‹‹‹‹‹‹‹‹‹‹‹‹‹‹‹‹‹ <box>157 512 642 523</box>
alignment-base: C <box>710 1005 720 1019</box>
db-label: hg19 <box>727 18 754 32</box>
alignment-base: = <box>579 1080 587 1094</box>
gtex-bar[interactable] <box>309 797 315 843</box>
alignment-base: = <box>711 1050 719 1064</box>
alignment-base: A <box>248 1005 258 1019</box>
gencode-transcript-arrows[interactable]: ‹‹‹‹‹‹‹‹‹‹‹‹‹‹‹‹‹‹‹‹‹‹‹‹‹‹‹‹‹‹‹‹‹‹‹‹‹‹‹‹‹‹‹‹‹‹‹‹‹‹‹‹‹‹‹‹‹‹‹‹‹‹‹‹‹‹‹‹‹‹‹‹‹‹‹‹‹‹‹‹‹‹‹‹‹‹‹‹‹‹‹‹‹‹‹‹‹‹‹‹‹‹‹‹‹‹‹‹‹‹‹‹‹‹‹‹‹‹‹‹‹‹‹‹‹‹‹‹‹‹‹‹‹‹‹‹‹‹‹‹‹‹‹‹‹‹‹‹‹‹‹‹‹‹‹‹‹‹‹‹‹‹‹‹‹‹‹‹‹‹‹‹‹‹‹‹‹‹‹‹‹‹‹‹‹‹‹‹‹‹‹‹‹‹‹‹‹‹‹‹‹‹‹‹‹‹‹‹ <box>157 304 642 315</box>
base-letter: T <box>315 49 323 63</box>
strand-label: ---> <box>134 50 153 64</box>
gaps-track-label[interactable]: Gaps <box>124 975 153 989</box>
gtex-bar[interactable] <box>349 810 355 843</box>
gencode-transcript-arrows[interactable]: ‹‹‹‹‹‹‹‹‹‹‹‹‹‹‹‹‹‹‹‹‹‹‹‹‹‹‹‹‹‹‹‹‹‹‹‹‹‹‹‹‹‹‹‹‹‹‹‹‹‹‹‹‹‹‹‹‹‹‹‹‹‹‹‹‹‹‹‹‹‹‹‹‹‹‹‹‹‹‹‹‹‹‹‹‹‹‹‹‹‹‹‹‹‹‹‹‹‹‹‹‹‹‹‹‹‹‹‹‹‹‹‹‹‹‹‹‹‹‹‹‹‹‹‹‹‹‹‹‹‹‹‹‹‹‹‹‹‹‹‹‹‹‹‹‹‹‹‹‹‹‹‹‹‹‹‹‹‹‹‹‹‹‹‹‹‹‹‹‹‹‹‹‹‹‹‹‹‹‹‹‹‹‹‹‹‹‹‹‹‹‹‹‹‹‹‹‹‹‹‹‹‹‹‹‹‹‹‹ <box>157 176 642 187</box>
gtex-track-label[interactable]: PPIL3 <box>120 816 153 830</box>
alignment-base: = <box>711 1095 719 1109</box>
gencode-transcript-arrows[interactable]: ‹‹‹‹‹‹‹‹‹‹‹‹‹‹‹‹‹‹‹‹‹‹‹‹‹‹‹‹‹‹‹‹‹‹‹‹‹‹‹‹‹‹‹‹‹‹‹‹‹‹‹‹‹‹‹‹‹‹‹‹‹‹‹‹‹‹‹‹‹‹‹‹‹‹‹‹‹‹‹‹‹‹‹‹‹‹‹‹‹‹‹‹‹‹‹‹‹‹‹‹‹‹‹‹‹‹‹‹‹‹‹‹‹‹‹‹‹‹‹‹‹‹‹‹‹‹‹‹‹‹‹‹‹‹‹‹‹‹‹‹‹‹‹‹‹‹‹‹‹‹‹‹‹‹‹‹‹‹‹‹‹‹‹‹‹‹‹‹‹‹‹‹‹‹‹‹‹‹‹‹‹‹‹‹‹‹‹‹‹‹‹‹‹‹‹‹‹‹‹‹‹‹‹‹‹‹‹‹ <box>157 144 642 155</box>
gtex-bar[interactable] <box>381 817 387 843</box>
dbsnp-track-label[interactable]: Common dbSNP(155) <box>34 765 153 779</box>
gencode-transcript-label[interactable]: PPIL3 <box>120 112 153 126</box>
gtex-bar[interactable] <box>293 805 299 843</box>
coord-label-2: 201,738,110 <box>545 35 611 49</box>
gencode-transcript-arrows[interactable]: ‹‹‹‹‹‹‹‹‹‹‹‹‹‹‹‹‹‹‹‹‹‹‹‹‹‹‹‹‹‹‹‹‹‹‹‹‹‹‹‹‹‹‹‹‹‹‹‹‹‹‹‹‹‹‹‹‹‹‹‹‹‹‹‹‹‹‹‹‹‹‹‹‹‹‹‹‹‹‹‹‹‹‹‹‹‹‹‹‹‹‹‹‹‹‹‹‹‹‹‹‹‹‹‹‹‹‹‹‹‹‹‹‹‹‹‹‹‹‹‹‹‹‹‹‹‹‹‹‹‹‹‹‹‹‹‹‹‹‹‹‹‹‹‹‹‹‹‹‹‹‹‹‹‹‹‹‹‹‹‹‹‹‹‹‹‹‹‹‹‹‹‹‹‹‹‹‹‹‹‹‹‹‹‹‹‹‹‹‹‹‹‹‹‹‹‹‹‹‹‹‹‹‹‹‹‹‹‹ <box>157 224 642 235</box>
species-label[interactable]: Elephant <box>105 1050 153 1064</box>
gencode-transcript-label[interactable]: PPIL3 <box>120 128 153 142</box>
phylop-score-mark <box>235 932 271 935</box>
alignment-base: A <box>776 990 786 1004</box>
gencode-transcript-arrows[interactable]: ‹‹‹‹‹‹‹‹‹‹‹‹‹‹‹‹‹‹‹‹‹‹‹‹‹‹‹‹‹‹‹‹‹‹‹‹‹‹‹‹‹‹‹‹‹‹‹‹‹‹‹‹‹‹‹‹‹‹‹‹‹‹‹‹‹‹‹‹‹‹‹‹‹‹‹‹‹‹‹‹‹‹‹‹‹‹‹‹‹‹‹‹‹‹‹‹‹‹‹‹‹‹‹‹‹‹‹‹‹‹‹‹‹‹‹‹‹‹‹‹‹‹‹‹‹‹‹‹‹‹‹‹‹‹‹‹‹‹‹‹‹‹‹‹‹‹‹‹‹‹‹‹‹‹‹‹‹‹‹‹‹‹‹‹‹‹‹‹‹‹‹‹‹‹‹‹‹‹‹‹‹‹‹‹‹‹‹‹‹‹‹‹‹‹‹‹‹‹‹‹‹‹‹‹‹‹‹‹ <box>157 624 642 635</box>
gtex-bar[interactable] <box>317 799 323 843</box>
alignment-base: - <box>449 1035 453 1049</box>
alignment-base: T <box>381 1005 389 1019</box>
gencode-transcript-label[interactable]: PPIL3 <box>120 160 153 174</box>
gencode-transcript-label[interactable]: PPIL3 <box>120 208 153 222</box>
gencode-transcript-arrows[interactable]: ‹‹‹‹‹‹‹‹‹‹‹‹‹‹‹‹‹‹‹‹‹‹‹‹‹‹‹‹‹‹‹‹‹‹‹‹‹‹‹‹‹‹‹‹‹‹‹‹‹‹‹‹‹‹‹‹‹‹‹‹‹‹‹‹‹‹‹‹‹‹‹‹‹‹‹‹‹‹‹‹‹‹‹‹‹‹‹‹‹‹‹‹‹‹‹‹‹‹‹‹‹‹‹‹‹‹‹‹‹‹‹‹‹‹‹‹‹‹‹‹‹‹‹‹‹‹‹‹‹‹‹‹‹‹‹‹‹‹‹‹‹‹‹‹‹‹‹‹‹‹‹‹‹‹‹‹‹‹‹‹‹‹‹‹‹‹‹‹‹‹‹‹‹‹‹‹‹‹‹‹‹‹‹‹‹‹‹‹‹‹‹‹‹‹‹‹‹‹‹‹‹‹‹‹‹‹‹‹ <box>157 432 642 443</box>
alignment-base: = <box>909 1065 917 1079</box>
repeatmasker-track-label[interactable]: RepeatMasker <box>74 1126 153 1140</box>
gencode-transcript-arrows[interactable]: ‹‹‹‹‹‹‹‹‹‹‹‹‹‹‹‹‹‹‹‹‹‹‹‹‹‹‹‹‹‹‹‹‹‹‹‹‹‹‹‹‹‹‹‹‹‹‹‹‹‹‹‹‹‹‹‹‹‹‹‹‹‹‹‹‹‹‹‹‹‹‹‹‹‹‹‹‹‹‹‹‹‹‹‹‹‹‹‹‹‹‹‹‹‹‹‹‹‹‹‹‹‹‹‹‹‹‹‹‹‹‹‹‹‹‹‹‹‹‹‹‹‹‹‹‹‹‹‹‹‹‹‹‹‹‹‹‹‹‹‹‹‹‹‹‹‹‹‹‹‹‹‹‹‹‹‹‹‹‹‹‹‹‹‹‹‹‹‹‹‹‹‹‹‹‹‹‹‹‹‹‹‹‹‹‹‹‹‹‹‹‹‹‹‹‹‹‹‹‹‹‹‹‹‹‹‹‹‹ <box>157 352 642 363</box>
gencode-transcript-label[interactable]: PPIL3 <box>120 240 153 254</box>
alignment-base: = <box>843 1080 851 1094</box>
gtex-bar[interactable] <box>261 809 267 843</box>
gencode-transcript-label[interactable]: PPIL3 <box>120 496 153 510</box>
gtex-bar[interactable] <box>469 807 475 843</box>
alignment-base: C <box>644 1005 654 1019</box>
gtex-bar[interactable] <box>421 805 427 843</box>
gtex-bar[interactable] <box>445 799 451 843</box>
alignment-base: = <box>909 1080 917 1094</box>
alignment-base: = <box>711 1080 719 1094</box>
alignment-base: - <box>581 1035 585 1049</box>
gtex-bar[interactable] <box>509 804 515 843</box>
gencode-transcript-label[interactable]: PPIL3 <box>120 432 153 446</box>
gtex-bar[interactable] <box>229 811 235 843</box>
gtex-bar[interactable] <box>397 813 403 843</box>
alignment-base: = <box>381 1050 389 1064</box>
coord-label-1: 201,738,105 <box>215 35 282 49</box>
gtex-bar[interactable] <box>197 808 203 843</box>
alignment-base: T <box>381 990 389 1004</box>
gencode-transcript-label[interactable]: PPIL3 <box>120 96 153 110</box>
